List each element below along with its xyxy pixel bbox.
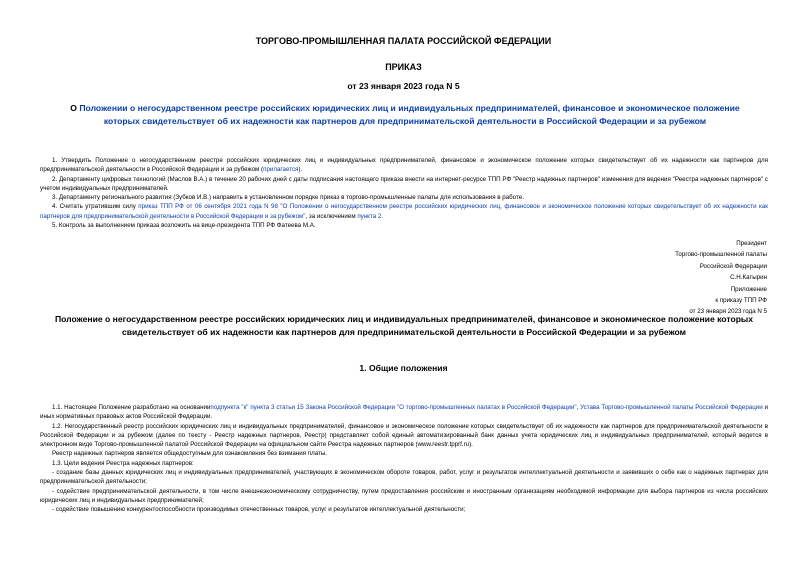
clause-1-1 [40, 403, 768, 422]
clause-2-link[interactable]: пункта 2 [357, 212, 382, 220]
clause-1-2-note: Реестр надежных партнеров является общедоступным для ознакомления без взимания платы. [52, 450, 327, 458]
order-item-4-mid: , за исключением [305, 212, 358, 220]
regulation-title: Положение о негосударственном реестре российских юридических лиц и индивидуальных предпринимателей, финансовое и экономическое положение которых свидетельствует об их надежности как партнеров для предпринимательской деятельности в Российской Федерации и за рубежом [54, 314, 754, 337]
order-item-5: 5. Контроль за выполнением приказа возложить на вице-президента ТПП РФ Фатеева М.А. [52, 222, 316, 230]
document-type-heading: ПРИКАЗ [385, 62, 422, 72]
signature-org-line-1: Торгово-промышленной палаты [675, 251, 767, 259]
clause-1-3: 1.3. Цели ведения Реестра надежных партнеров: [52, 459, 194, 467]
order-subject [55, 102, 755, 128]
regulation-body [40, 403, 768, 515]
order-items [40, 156, 768, 230]
signature-name: С.Н.Катырин [730, 274, 767, 282]
document-date-number: от 23 января 2023 года N 5 [347, 81, 460, 91]
order-item-1 [40, 156, 768, 175]
order-item-4 [40, 202, 768, 221]
goal-item: - содействие предпринимательской деятельности, в том числе внешнеэкономическому сотрудничеству, путем предоставления российским и иностранным организациям необходимой информации для выбора партнеров из числа российских юридических лиц и индивидуальных предпринимателей; [40, 487, 768, 504]
law-link[interactable]: подпункта "к" пункта 3 статьи 15 Закона Российской Федерации "О торгово-промышленных палатах в Российской Федерации" [210, 404, 577, 411]
appendix-link[interactable]: прилагается [263, 166, 299, 174]
clause-1-2: 1.2. Негосударственный реестр российских юридических лиц и индивидуальных предпринимателей, финансовое и экономическое положение которых свидетельствует об их надежности как партнеров для предпринимательской деятельности в Российской Федерации и за рубежом (далее по тексту - Реестр надежных партнеров, Реестр) представляет собой единый автоматизированный банк данных учета юридических лиц и индивидуальных предпринимателей, который ведется в электронном виде Торгово-промышленной палатой Российской Федерации на официальном сайте Реестра надежных партнеров (www.reestr.tpprf.ru). [40, 422, 768, 449]
repealed-order-link[interactable]: приказ ТПП РФ от 06 сентября 2021 года N 98 "О Положении о негосударственном реестре российских юридических лиц, финансовое и экономическое положение которых свидетельствует об их надежности как партнеров для предпринимательской деятельности в Российской Федерации и за рубежом" [40, 203, 768, 220]
order-item-3: 3. Департаменту регионального развития (Зубков И.В.) направить в установленном порядке приказ в торгово-промышленные палаты для использования в работе. [52, 194, 524, 202]
section-title: 1. Общие положения [359, 363, 448, 373]
clause-1-1-text: 1.1. Настоящее Положение разработано на основании [52, 404, 211, 411]
signature-block [547, 238, 767, 318]
regulation-link[interactable]: Положении о негосударственном реестре российских юридических лиц и индивидуальных предпринимателей, финансовое и экономическое положение которых свидетельствует об их надежности как партнеров для предпринимательской деятельности в Российской Федерации и за рубежом [79, 103, 740, 126]
appendix-date: от 23 января 2023 года N 5 [689, 308, 767, 316]
order-item-1-tail: ). [298, 166, 303, 174]
appendix-label: Приложение [730, 285, 767, 293]
order-item-1-text: 1. Утвердить Положение о негосударственном реестре российских юридических лиц и индивидуальных предпринимателей, финансовое и экономическое положение которых свидетельствует об их надежности как партнеров для предпринимательской деятельности в Российской Федерации и за рубежом ( [40, 157, 768, 174]
charter-link[interactable]: Устава Торгово-промышленной палаты Российской Федерации [580, 404, 763, 411]
order-item-4-text: 4. Считать утратившим силу [52, 203, 139, 211]
organization-heading: ТОРГОВО-ПРОМЫШЛЕННАЯ ПАЛАТА РОССИЙСКОЙ ФЕДЕРАЦИИ [255, 36, 552, 46]
order-item-2: 2. Департаменту цифровых технологий (Маслов В.А.) в течение 20 рабочих дней с даты подписания настоящего приказа внести на интернет-ресурсе ТПП РФ "Реестр надежных партнеров" изменения для ведения "Реестра надежных партнеров" с учетом индивидуальных предпринимателей. [40, 175, 768, 192]
goal-item: - содействие повышению конкурентоспособности производимых отечественных товаров, услуг и результатов интеллектуальной деятельности; [52, 506, 466, 514]
appendix-ref: к приказу ТПП РФ [715, 297, 767, 305]
clause-1-1-sep: , [576, 404, 581, 411]
order-subject-prefix: О [70, 103, 80, 113]
goal-item: - создание базы данных юридических лиц и индивидуальных предпринимателей, участвующих в экономическом обороте товаров, работ, услуг и результатов интеллектуальной деятельности и заявивших о себе как о надежных партнерах для предпринимательской деятельности; [40, 469, 768, 486]
signature-position: Президент [736, 240, 767, 247]
signature-org-line-2: Российской Федерации [699, 262, 767, 270]
clause-1-1-tail: и иных нормативных правовых актов Российской Федерации. [40, 404, 768, 421]
order-item-4-tail: . [381, 212, 384, 220]
